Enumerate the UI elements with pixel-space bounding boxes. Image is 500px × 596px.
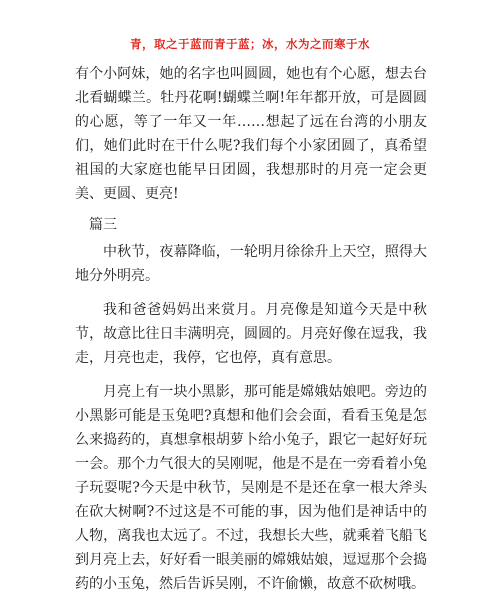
section-heading: 篇三 <box>89 217 117 233</box>
paragraph-mid-autumn-night: 中秋节，夜幕降临，一轮明月徐徐升上天空，照得大地分外明亮。 <box>75 244 427 284</box>
document-body <box>75 62 427 596</box>
paragraph-continuation: 有个小阿妹，她的名字也叫圆圆，她也有个心愿，想去台北看蝴蝶兰。牡丹花啊!蝴蝶兰啊!年年都开放，可是圆圆的心愿，等了一年又一年……想起了远在台湾的小朋友们，她们此时在干什么呢?我们每个小家团圆了，真希望祖国的大家庭也能早日团圆，我想那时的月亮一定会更美、更圆、更亮! <box>75 66 427 202</box>
paragraph-moon-watching: 我和爸爸妈妈出来赏月。月亮像是知道今天是中秋节，故意比往日丰满明亮，圆圆的。月亮好像在逗我，我走，月亮也走，我停，它也停，真有意思。 <box>75 302 427 366</box>
paragraph-moon-shadows: 月亮上有一块小黑影，那可能是嫦娥姑娘吧。旁边的小黑影可能是玉兔吧?真想和他们会会面，看看玉兔是怎么来捣药的，真想拿根胡萝卜给小兔子，跟它一起好好玩一会。那个力气很大的吴刚呢，他是不是在一旁看着小兔子玩耍呢?今天是中秋节，吴刚是不是还在拿一根大斧头在砍大树啊?不过这是不可能的事，因为他们是神话中的人物，离我也太远了。不过，我想长大些，就乘着飞船飞到月亮上去，好好看一眼美丽的嫦娥姑娘，逗逗那个会捣药的小玉兔，然后告诉吴刚，不许偷懒，故意不砍树哦。 <box>75 384 427 592</box>
header-motto: 青，取之于蓝而青于蓝；冰，水为之而寒于水 <box>130 37 370 51</box>
